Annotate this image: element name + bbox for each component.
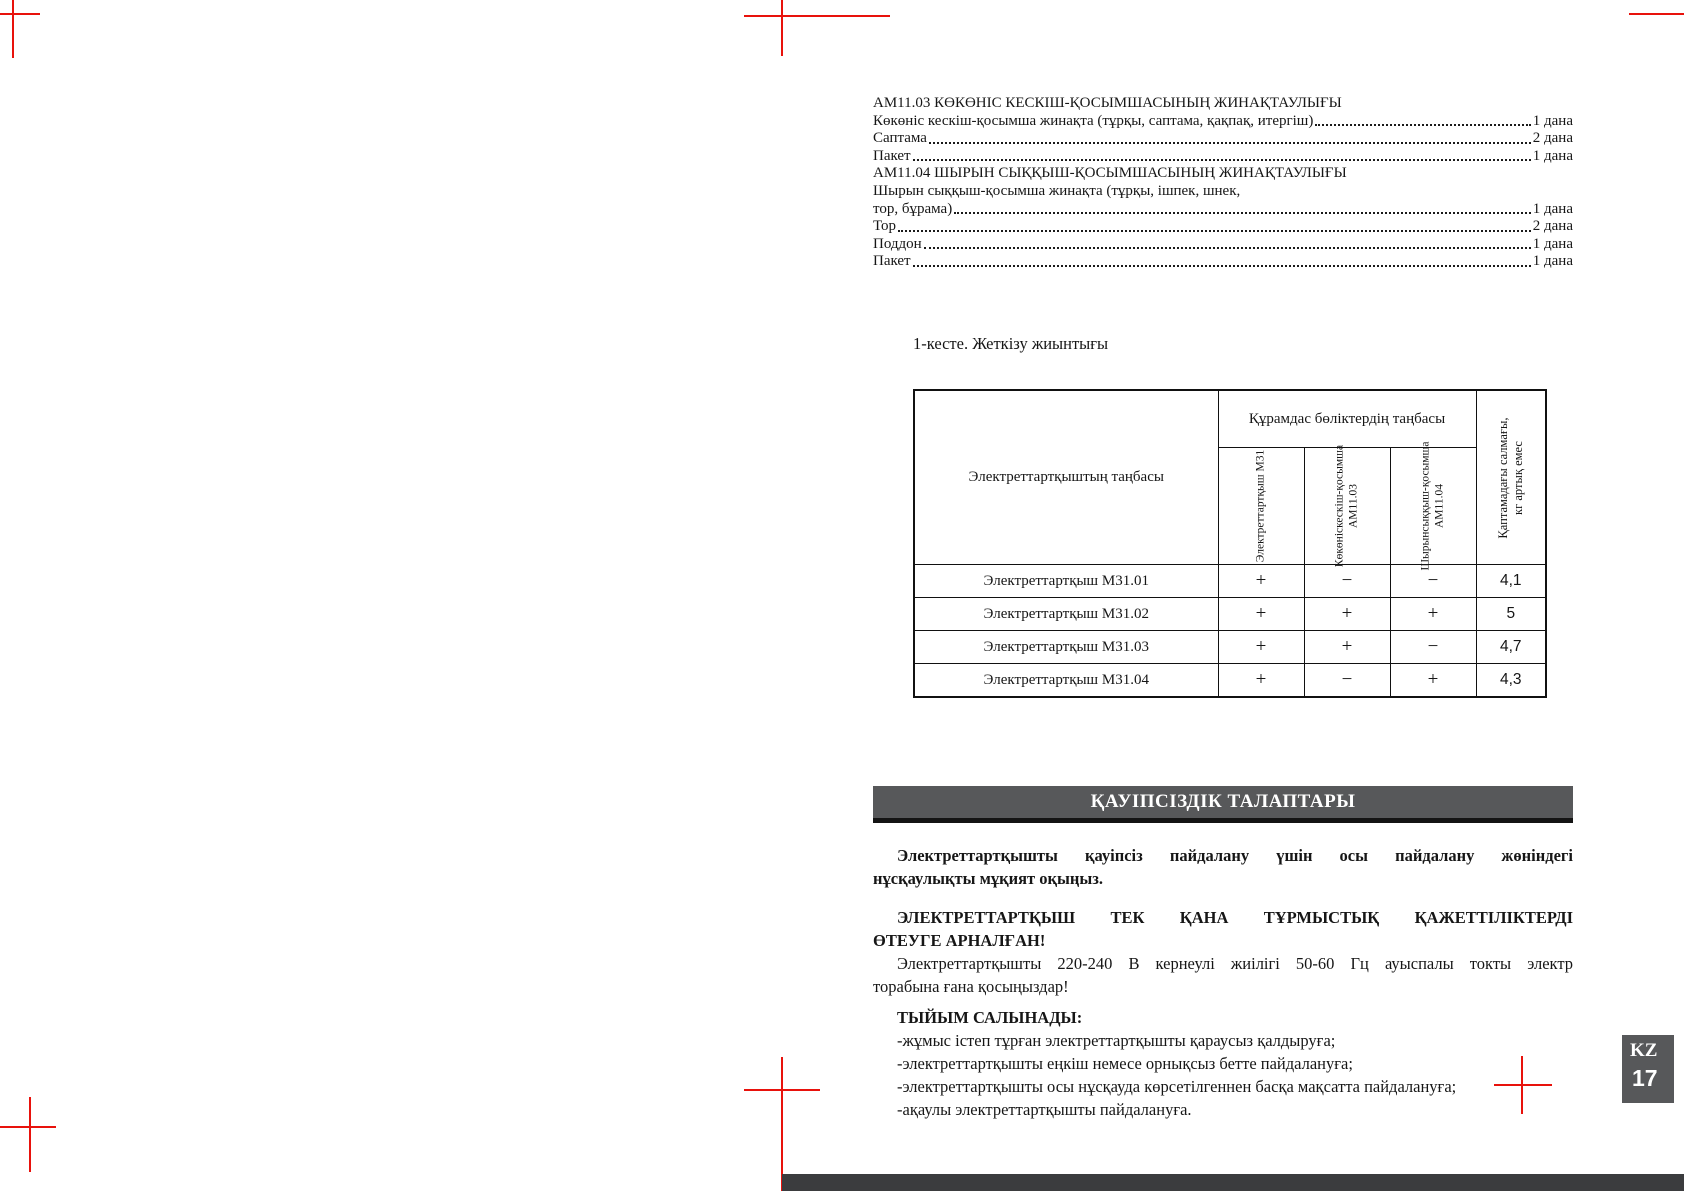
section-header-band (873, 786, 1573, 823)
lang-label: KZ (1630, 1040, 1658, 1061)
delivery-table (913, 389, 1547, 698)
dotted-leader (954, 212, 1531, 214)
table-cell-sign: − (1390, 565, 1476, 598)
crop-mark-top-center-h (744, 15, 890, 17)
dotted-leader (929, 142, 1531, 144)
table-cell-sign: − (1304, 664, 1390, 697)
parts-list-line (873, 236, 1573, 254)
parts-list-line (873, 130, 1573, 148)
prohibited-item: -электреттартқышты осы нұсқауда көрсетілгеннен басқа мақсатта пайдалануға; (897, 1076, 1457, 1096)
page-edge-bar (782, 1174, 1684, 1191)
prohibited-item: -ақаулы электреттартқышты пайдалануға. (897, 1099, 1192, 1119)
prohibited-item: -электреттартқышты еңкіш немесе орнықсыз бетте пайдалануға; (897, 1053, 1353, 1073)
table-cell-weight: 4,3 (1476, 664, 1546, 697)
table-weight-header (1476, 390, 1546, 565)
table-cell-sign: + (1304, 598, 1390, 631)
table-model-header: Электреттартқыштың таңбасы (914, 390, 1218, 565)
table-weight-header-text: Қаптамадағы салмағы, кг артық емес (1495, 417, 1525, 539)
crop-mark-top-left-h (0, 13, 40, 15)
table-cell-sign: + (1218, 631, 1304, 664)
parts-list-item-text: Тор (873, 218, 897, 235)
dotted-leader (913, 159, 1531, 161)
parts-list-heading (873, 95, 1573, 113)
table-cell-weight: 4,1 (1476, 565, 1546, 598)
table-cell-sign: − (1304, 565, 1390, 598)
crop-mark-bottom-left-v (29, 1097, 31, 1172)
parts-list-qty: 2 дана (1532, 218, 1573, 235)
table-row (914, 631, 1546, 664)
table-cell-model: Электреттартқыш М31.02 (914, 598, 1218, 631)
safety-paragraph-3: Электреттартқышты 220-240 В кернеулі жиілігі 50-60 Гц ауыспалы токты электр торабына ғана қосыңыздар! (873, 953, 1573, 996)
table-cell-model: Электреттартқыш М31.04 (914, 664, 1218, 697)
table-subheader-m31: Электреттартқыш М31 (1218, 448, 1304, 565)
dotted-leader (1315, 124, 1530, 126)
parts-list-line (873, 253, 1573, 271)
parts-list-line (873, 218, 1573, 236)
table-subheader-am1104: Шырынсыққыш-қосымша АМ11.04 (1390, 448, 1476, 565)
safety-paragraph-2: ЭЛЕКТРЕТТАРТҚЫШ ТЕК ҚАНА ТҰРМЫСТЫҚ ҚАЖЕТТІЛІКТЕРДІ ӨТЕУГЕ АРНАЛҒАН! (873, 907, 1573, 950)
table-row (914, 664, 1546, 697)
section-header-title: ҚАУІПСІЗДІК ТАЛАПТАРЫ (1090, 790, 1356, 812)
parts-list-item-text: Саптама (873, 130, 927, 147)
table-cell-sign: + (1304, 631, 1390, 664)
table-cell-sign: + (1390, 598, 1476, 631)
parts-list-item-text: Пакет (873, 147, 911, 164)
parts-list-line (873, 113, 1573, 131)
table-cell-weight: 5 (1476, 598, 1546, 631)
crop-mark-bottom-left-h (0, 1126, 56, 1128)
table-cell-sign: + (1390, 664, 1476, 697)
table-row (914, 598, 1546, 631)
crop-mark-top-center-v (781, 0, 783, 56)
parts-list-qty: 2 дана (1532, 130, 1573, 147)
dotted-leader (924, 247, 1531, 249)
page-badge (1622, 1035, 1674, 1103)
parts-list-qty: 1 дана (1532, 112, 1573, 129)
table-group-header: Құрамдас бөліктердің таңбасы (1218, 390, 1476, 448)
parts-list-heading-text: АМ11.04 ШЫРЫН СЫҚҚЫШ-ҚОСЫМШАСЫНЫҢ ЖИНАҚТАУЛЫҒЫ (873, 165, 1347, 182)
parts-list-line (873, 148, 1573, 166)
crop-mark-top-right-h (1629, 13, 1684, 15)
content-column (873, 95, 1573, 1121)
parts-list-item-text: тор, бұрама) (873, 200, 953, 217)
parts-list-qty: 1 дана (1532, 200, 1573, 217)
safety-paragraph-1: Электреттартқышты қауіпсіз пайдалану үшін осы пайдалану жөніндегі нұсқаулықты мұқият оқыңыз. (873, 845, 1573, 888)
crop-mark-bottom-center-v (781, 1057, 783, 1191)
parts-list-item-text: Көкөніс кескіш-қосымша жинақта (тұрқы, саптама, қақпақ, итергіш) (873, 112, 1314, 129)
parts-list-line (873, 201, 1573, 219)
table-subheader-am1103: Көкөніскескіш-қосымша АМ11.03 (1304, 448, 1390, 565)
dotted-leader (898, 230, 1531, 232)
table-cell-sign: − (1390, 631, 1476, 664)
table-row (914, 565, 1546, 598)
parts-list-heading (873, 165, 1573, 183)
dotted-leader (913, 265, 1531, 267)
table-cell-model: Электреттартқыш М31.01 (914, 565, 1218, 598)
parts-list-line (873, 183, 1573, 201)
table-cell-sign: + (1218, 664, 1304, 697)
parts-list-heading-text: АМ11.03 КӨКӨНІС КЕСКІШ-ҚОСЫМШАСЫНЫҢ ЖИНАҚТАУЛЫҒЫ (873, 95, 1342, 111)
page-number: 17 (1632, 1065, 1658, 1091)
parts-list-item-text: Поддон (873, 235, 922, 252)
table-cell-model: Электреттартқыш М31.03 (914, 631, 1218, 664)
table-cell-sign: + (1218, 598, 1304, 631)
prohibited-block (873, 1006, 1573, 1121)
table-cell-sign: + (1218, 565, 1304, 598)
table-title: 1-кесте. Жеткізу жиынтығы (913, 333, 1109, 353)
parts-list (873, 95, 1573, 271)
prohibited-item: -жұмыс істеп тұрған электреттартқышты қараусыз қалдыруға; (897, 1030, 1336, 1050)
parts-list-item-text: Пакет (873, 253, 911, 270)
parts-list-qty: 1 дана (1532, 235, 1573, 252)
prohibited-title: ТЫЙЫМ САЛЫНАДЫ: (897, 1007, 1083, 1027)
table-cell-weight: 4,7 (1476, 631, 1546, 664)
parts-list-qty: 1 дана (1532, 147, 1573, 164)
crop-mark-top-left-v (12, 0, 14, 58)
parts-list-qty: 1 дана (1532, 253, 1573, 270)
parts-list-item-text: Шырын сыққыш-қосымша жинақта (тұрқы, ішпек, шнек, (873, 182, 1241, 199)
